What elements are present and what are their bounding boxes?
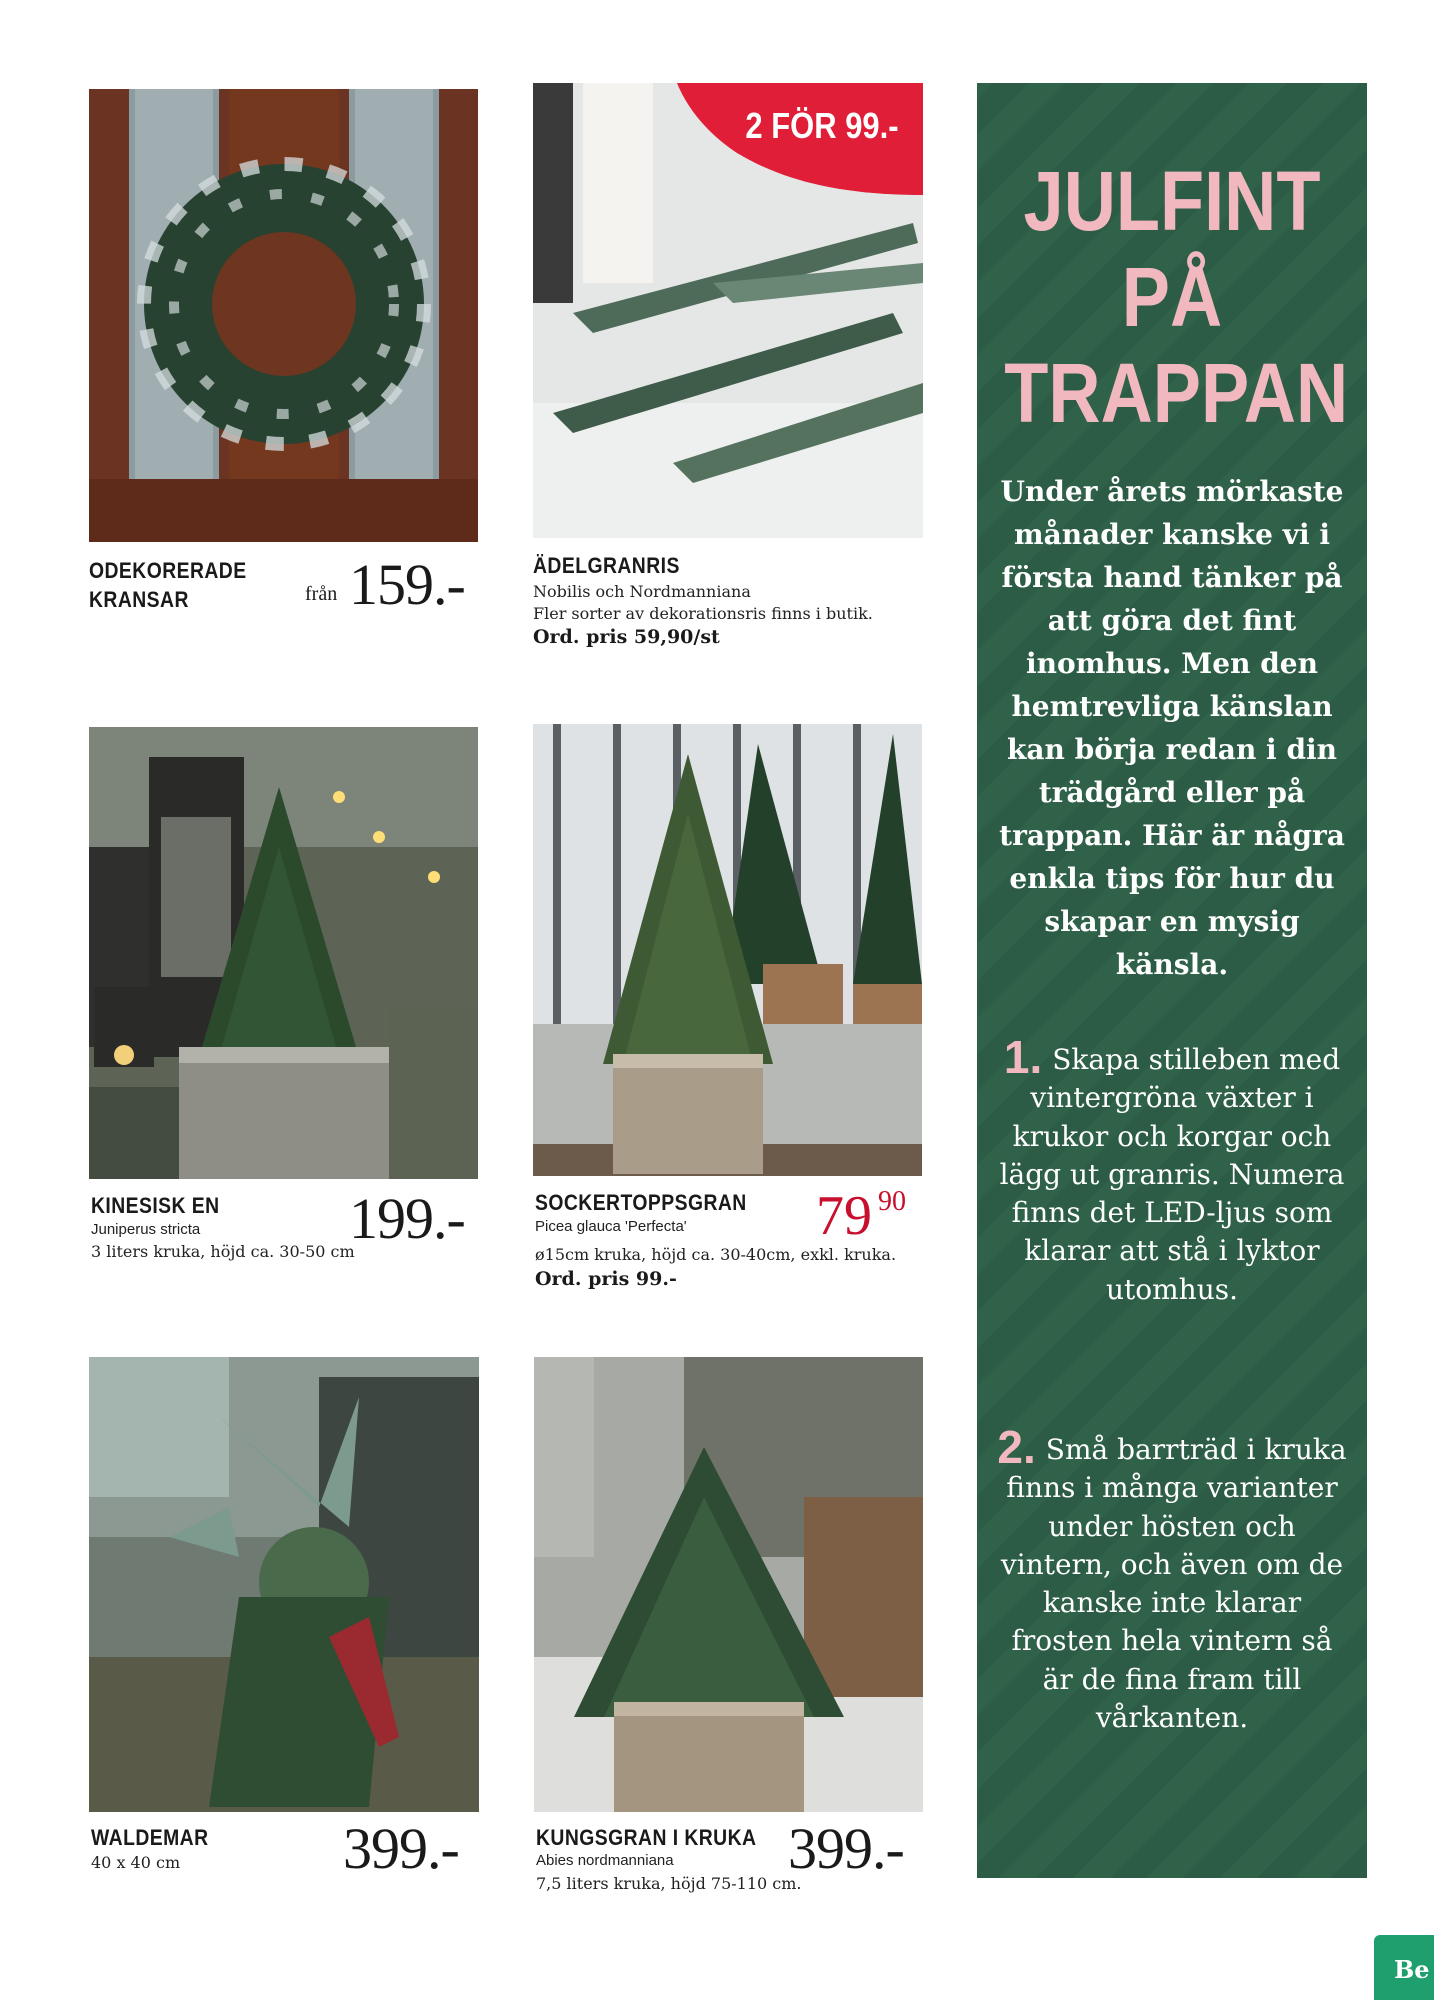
tips-sidebar [977,83,1367,1878]
corner-tab-label: Be [1394,1955,1430,1984]
wreath-name: ODEKORERADE KRANSAR [89,558,247,612]
tip-2 [997,1421,1347,1737]
juniper-name: KINESISK EN [91,1193,220,1218]
tip-2-number: 2. [997,1421,1036,1473]
corner-tab[interactable] [1374,1935,1434,2000]
sidebar-intro: Under årets mörkaste månader kanske vi i första hand tänker på att göra det fint inomhus. Men den hemtrevliga känslan kan börja redan i din trädgård eller på trappan. Här är några enkla tips för hur du skapar en mysig känsla. [999,475,1345,981]
tip-1-text: Skapa stilleben med vintergröna växter i krukor och korgar och lägg ut granris. Numera finns det LED-ljus som klarar att stå i lyktor utomhus. [999,1043,1345,1306]
tip-1 [997,1031,1347,1309]
waldemar-price: 399.- [343,1816,459,1881]
juniper-photo [89,727,478,1179]
wreath-price-prefix: från [305,583,338,605]
fir-name: ÄDELGRANRIS [533,553,680,578]
offer-badge [677,83,923,195]
spruce-price: 79 [816,1185,872,1247]
spruce-desc: ø15cm kruka, höjd ca. 30-40cm, exkl. kruka. [535,1245,897,1264]
waldemar-photo [89,1357,479,1812]
fir-line1: Nobilis och Nordmanniana [533,582,751,601]
kungsgran-price: 399.- [788,1816,904,1881]
juniper-desc: 3 liters kruka, höjd ca. 30-50 cm [91,1242,355,1261]
juniper-latin: Juniperus stricta [91,1221,201,1238]
tip-2-text: Små barrträd i kruka finns i många varianter under hösten och vintern, och även om de kanske inte klarar frosten hela vintern så är de fina fram till vårkanten. [1000,1433,1347,1735]
fir-line2: Fler sorter av dekorationsris finns i butik. [533,604,873,623]
spruce-price-decimals: 90 [878,1186,906,1217]
waldemar-desc: 40 x 40 cm [91,1853,181,1872]
spruce-ord-price: Ord. pris 99.- [535,1268,677,1290]
spruce-latin: Picea glauca 'Perfecta' [535,1218,687,1235]
sidebar-title: JULFINT PÅ TRAPPAN [1004,154,1349,440]
kungsgran-photo [534,1357,923,1812]
kungsgran-latin: Abies nordmanniana [536,1852,674,1869]
kungsgran-desc: 7,5 liters kruka, höjd 75-110 cm. [536,1874,802,1893]
waldemar-name: WALDEMAR [91,1825,209,1850]
offer-badge-text: 2 FÖR 99.- [745,105,899,146]
spruce-name: SOCKERTOPPSGRAN [535,1190,747,1215]
juniper-price: 199.- [349,1186,465,1251]
fir-ord-price: Ord. pris 59,90/st [533,626,720,648]
spruce-photo [533,724,922,1176]
wreath-photo [89,89,478,542]
kungsgran-name: KUNGSGRAN I KRUKA [536,1825,757,1850]
wreath-price: 159.- [349,552,465,617]
tip-1-number: 1. [1003,1031,1043,1083]
